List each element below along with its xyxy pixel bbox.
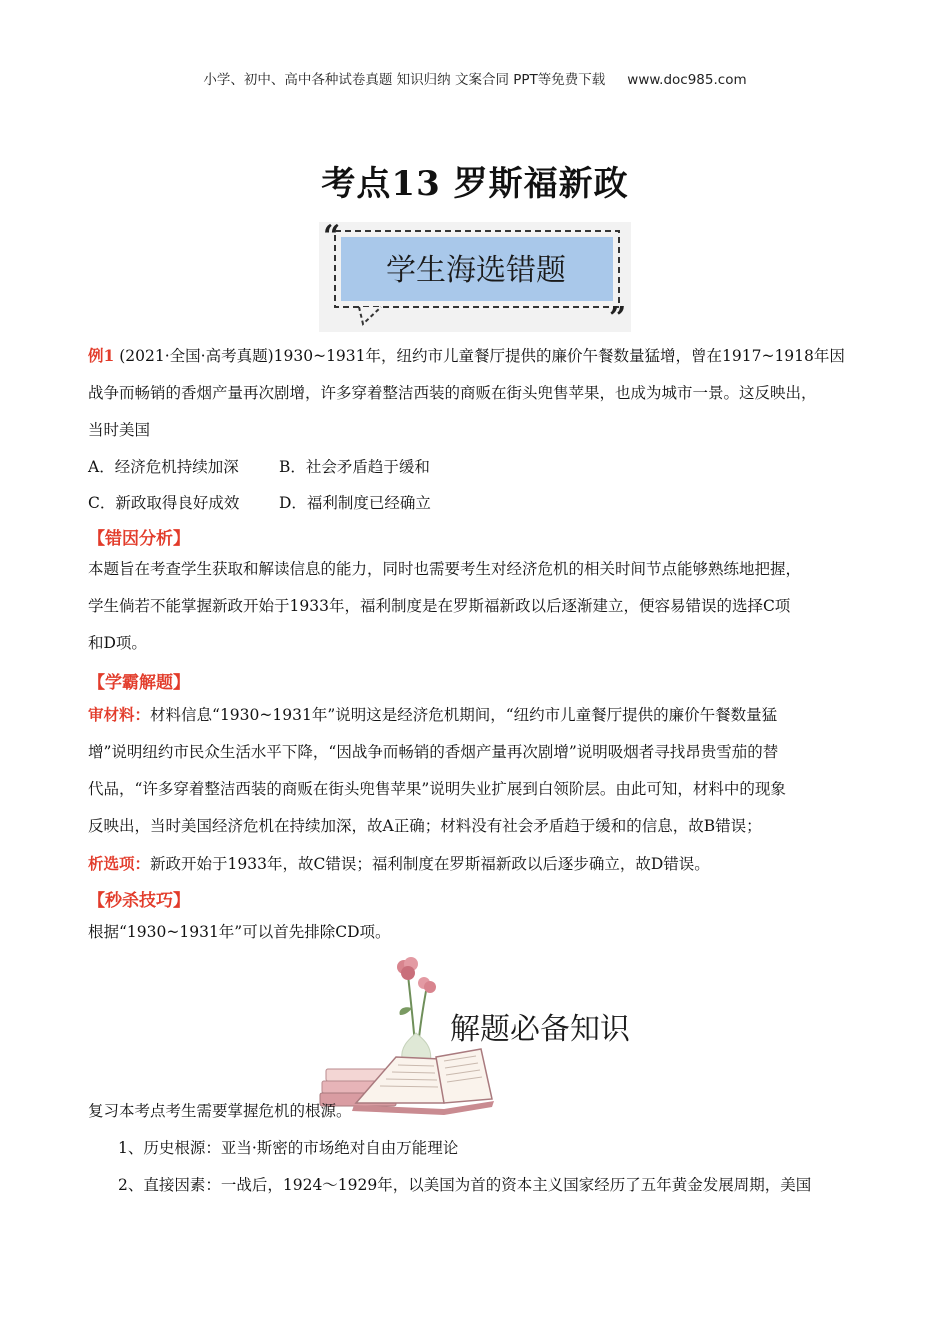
knowledge-item-1: 1、历史根源：亚当·斯密的市场绝对自由万能理论 [118,1139,459,1157]
material-line-3: 代品，“许多穿着整洁西装的商贩在街头兜售苹果”说明失业扩展到白领阶层。由此可知，材料中的现象 [88,780,786,798]
error-line-3: 和D项。 [88,634,147,652]
material-label: 审材料： [88,705,151,724]
solution-body [88,696,868,883]
example-line-1: (2021·全国·高考真题)1930~1931年，纽约市儿童餐厅提供的廉价午餐数量猛增，曾在1917~1918年因 [119,347,845,365]
option-d: D．福利制度已经确立 [279,494,431,512]
option-a: A．经济危机持续加深 [88,458,239,476]
error-line-1: 本题旨在考查学生获取和解读信息的能力，同时也需要考生对经济危机的相关时间节点能够熟练地把握， [88,560,802,578]
example-line-3: 当时美国 [88,421,151,439]
error-analysis-heading: 【错因分析】 [88,529,190,549]
close-quote-icon: ” [609,301,627,332]
options-label: 析选项： [88,854,151,873]
material-line-4: 反映出，当时美国经济危机在持续加深，故A正确；材料没有社会矛盾趋于缓和的信息，故B错误； [88,817,762,835]
banner1-label: 学生海选错题 [386,253,566,288]
knowledge-intro: 复习本考点考生需要掌握危机的根源。 [88,1102,352,1120]
options-text: 新政开始于1933年，故C错误；福利制度在罗斯福新政以后逐步确立，故D错误。 [150,855,710,873]
solution-heading: 【学霸解题】 [88,673,190,693]
wrong-questions-banner [319,222,631,332]
example-line-2: 战争而畅销的香烟产量再次剧增，许多穿着整洁西装的商贩在街头兜售苹果，也成为城市一景。这反映出， [88,384,817,402]
page-header [0,68,950,88]
example-question [88,337,868,449]
material-line-1: 材料信息“1930~1931年”说明这是经济危机期间，“纽约市儿童餐厅提供的廉价午餐数量猛 [150,706,778,724]
error-analysis-body [88,551,868,662]
knowledge-banner [316,953,636,1115]
knowledge-item-2: 2、直接因素：一战后，1924～1929年，以美国为首的资本主义国家经历了五年黄金发展周期，美国 [118,1176,812,1194]
option-c: C．新政取得良好成效 [88,494,240,512]
trick-text: 根据“1930~1931年”可以首先排除CD项。 [88,923,391,941]
material-line-2: 增”说明纽约市民众生活水平下降，“因战争而畅销的香烟产量再次剧增”说明吸烟者寻找昂贵雪茄的替 [88,743,779,761]
option-b: B．社会矛盾趋于缓和 [279,458,430,476]
header-text: 小学、初中、高中各种试卷真题 知识归纳 文案合同 PPT等免费下载 [203,72,606,88]
banner2-label: 解题必备知识 [450,1012,630,1047]
open-quote-icon: “ [323,222,341,254]
error-line-2: 学生倘若不能掌握新政开始于1933年，福利制度是在罗斯福新政以后逐渐建立，便容易错误的选择C项 [88,597,791,615]
header-url[interactable]: www.doc985.com [627,72,747,88]
page-title: 考点13 罗斯福新政 [321,164,629,204]
trick-heading: 【秒杀技巧】 [88,891,190,911]
example-label: 例1 [88,346,115,365]
